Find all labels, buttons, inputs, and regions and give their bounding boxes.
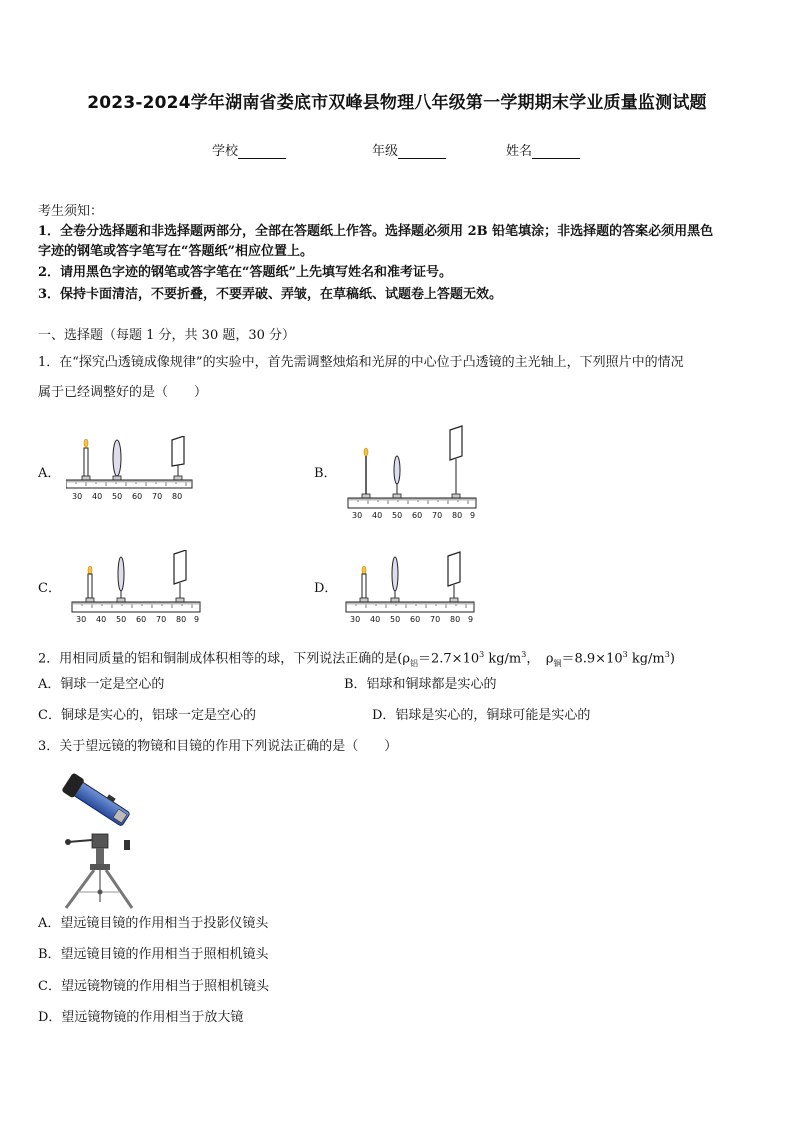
tick-label: 30	[350, 615, 361, 624]
name-field[interactable]	[506, 140, 580, 159]
q2-stem-text: 2．用相同质量的铝和铜制成体积相等的球，下列说法正确的是(ρ	[38, 651, 410, 667]
q1-option-b-label: B．	[314, 466, 337, 481]
q3-option-c[interactable]: C．望远镜物镜的作用相当于照相机镜头	[38, 979, 269, 994]
optical-bench	[66, 480, 192, 488]
convex-lens	[113, 440, 121, 480]
grade-blank[interactable]	[398, 145, 446, 159]
tick-label: 80	[176, 615, 187, 624]
q2-sup-al-unit: 3	[521, 650, 527, 659]
q1-option-a-label: A．	[38, 466, 61, 481]
convex-lens	[117, 557, 125, 602]
notice-item-3: 3．保持卡面清洁，不要折叠，不要弄破、弄皱，在草稿纸、试题卷上答题无效。	[38, 287, 503, 302]
q3-option-d[interactable]: D．望远镜物镜的作用相当于放大镜	[38, 1010, 244, 1025]
q1-option-d-bench[interactable]	[344, 550, 478, 630]
tick-label: 60	[132, 492, 143, 501]
q1-stem-line2: 属于已经调整好的是（ ）	[38, 385, 208, 400]
light-screen	[172, 436, 184, 480]
q2-sep: ， ρ	[526, 651, 554, 667]
light-screen	[450, 426, 462, 498]
school-label: 学校	[212, 144, 239, 159]
candle	[362, 448, 370, 498]
notice-item-1b: 字迹的钢笔或答字笔写在“答题纸”相应位置上。	[38, 244, 313, 259]
notice-item-2: 2．请用黑色字迹的钢笔或答字笔在“答题纸”上先填写姓名和准考证号。	[38, 265, 453, 280]
q2-sub-al: 铝	[410, 658, 418, 668]
tick-label: 40	[92, 492, 103, 501]
convex-lens	[393, 456, 401, 498]
grade-field[interactable]	[372, 140, 446, 159]
q2-eq-cu: ＝8.9×10	[561, 651, 623, 667]
tick-label: 70	[152, 492, 163, 501]
tick-label: 30	[76, 615, 87, 624]
q2-option-d[interactable]: D．铝球是实心的，铜球可能是实心的	[372, 708, 591, 723]
tick-label: 60	[410, 615, 421, 624]
notice-heading: 考生须知：	[38, 204, 104, 219]
school-field[interactable]	[212, 140, 286, 159]
tick-labels	[350, 615, 473, 624]
grade-label: 年级	[372, 144, 399, 159]
school-blank[interactable]	[238, 145, 286, 159]
q3-option-b[interactable]: B．望远镜目镜的作用相当于照相机镜头	[38, 947, 269, 962]
light-screen	[448, 552, 460, 602]
name-blank[interactable]	[532, 145, 580, 159]
notice-item-1a: 1．全卷分选择题和非选择题两部分，全部在答题纸上作答。选择题必须用 2B 铅笔填涂；非选择题的答案必须用黑色	[38, 224, 714, 239]
tick-label: 70	[430, 615, 441, 624]
q2-unit-al: kg/m	[484, 651, 522, 667]
q2-option-c[interactable]: C．铜球是实心的，铝球一定是空心的	[38, 708, 256, 723]
q1-option-c-label: C．	[38, 581, 61, 596]
tick-label: 70	[432, 511, 443, 520]
name-label: 姓名	[506, 144, 533, 159]
tick-label: 9	[194, 615, 200, 624]
tick-labels	[76, 615, 199, 624]
candle	[360, 566, 368, 602]
q1-option-d-label: D．	[314, 581, 338, 596]
convex-lens	[391, 557, 399, 602]
tick-label: 60	[412, 511, 423, 520]
q1-option-b-bench[interactable]	[346, 424, 480, 522]
q2-close: )	[669, 651, 675, 667]
tick-label: 80	[450, 615, 461, 624]
q2-option-b[interactable]: B．铝球和铜球都是实心的	[344, 677, 497, 692]
q2-unit-cu: kg/m	[627, 651, 665, 667]
exam-title: 2023-2024学年湖南省娄底市双峰县物理八年级第一学期期末学业质量监测试题	[87, 93, 707, 113]
candle	[82, 439, 90, 480]
tick-label: 30	[72, 492, 83, 501]
tick-label: 50	[112, 492, 123, 501]
q2-sup-cu-unit: 3	[664, 650, 670, 659]
q2-sup-cu: 3	[622, 650, 628, 659]
tick-label: 80	[172, 492, 183, 501]
tick-label: 9	[470, 511, 476, 520]
tick-label: 70	[156, 615, 167, 624]
tick-label: 40	[370, 615, 381, 624]
candle	[86, 566, 94, 602]
tick-labels	[352, 511, 475, 520]
tick-label: 80	[452, 511, 463, 520]
tick-label: 40	[96, 615, 107, 624]
tick-label: 40	[372, 511, 383, 520]
tick-label: 60	[136, 615, 147, 624]
tick-label: 9	[468, 615, 474, 624]
tick-label: 50	[390, 615, 401, 624]
q1-option-a-bench[interactable]	[66, 436, 196, 506]
q2-stem	[38, 645, 675, 674]
tick-labels	[72, 492, 182, 501]
q3-option-a[interactable]: A．望远镜目镜的作用相当于投影仪镜头	[38, 916, 269, 931]
q2-sub-cu: 铜	[553, 658, 562, 668]
tick-label: 30	[352, 511, 363, 520]
tick-label: 50	[116, 615, 127, 624]
section-heading: 一、选择题（每题 1 分，共 30 题，30 分）	[38, 328, 296, 343]
q2-option-a[interactable]: A．铜球一定是空心的	[38, 677, 165, 692]
light-screen	[174, 550, 186, 602]
q3-stem: 3．关于望远镜的物镜和目镜的作用下列说法正确的是（ ）	[38, 739, 398, 754]
telescope-image	[58, 764, 140, 910]
q2-sup-al: 3	[479, 650, 485, 659]
q2-eq-al: ＝2.7×10	[418, 651, 480, 667]
q1-stem-line1: 1．在“探究凸透镜成像规律”的实验中，首先需调整烛焰和光屏的中心位于凸透镜的主光轴上，下列照片中的情况	[38, 355, 684, 370]
q1-option-c-bench[interactable]	[70, 550, 204, 630]
tick-label: 50	[392, 511, 403, 520]
